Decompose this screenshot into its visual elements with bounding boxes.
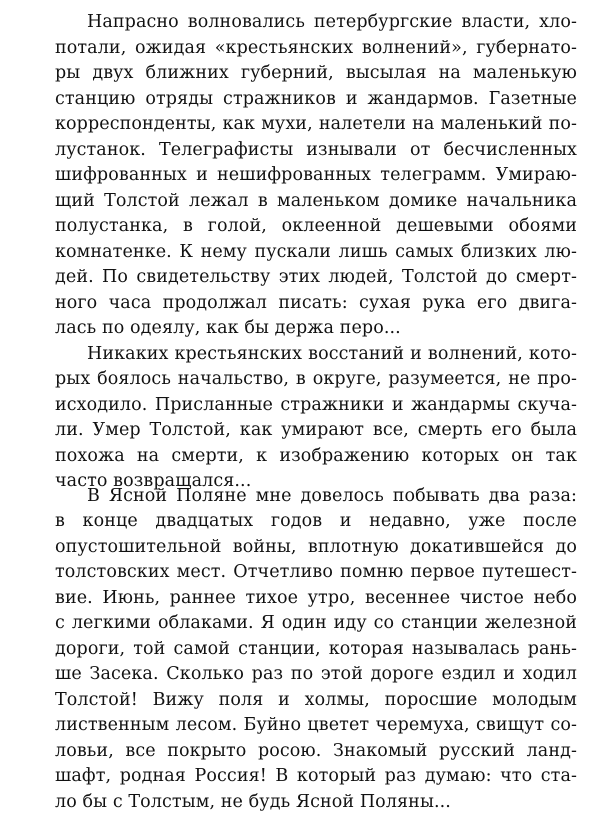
- text-line: щий Толстой лежал в маленьком домике начальника: [55, 191, 577, 211]
- text-line: Напрасно волновались петербургские власти, хло-: [87, 12, 577, 32]
- text-line: станцию отряды стражников и жандармов. Газетные: [55, 89, 577, 109]
- text-line: вие. Июнь, раннее тихое утро, весеннее чистое небо: [55, 588, 577, 608]
- text-line: комнатенке. К нему пускали лишь самых близких лю-: [55, 242, 577, 262]
- text-line: Никаких крестьянских восстаний и волнений, кото-: [87, 344, 577, 364]
- text-line: толстовских мест. Отчетливо помню первое путешест-: [55, 562, 577, 582]
- text-line: дороги, той самой станции, которая называлась рань-: [55, 639, 577, 659]
- text-line: ловьи, все покрыто росою. Знакомый русский ланд-: [55, 741, 577, 761]
- text-line: в конце двадцатых годов и недавно, уже после: [55, 511, 577, 531]
- text-line: с легкими облаками. Я один иду со станции железной: [55, 613, 577, 633]
- text-line: потали, ожидая «крестьянских волнений», губернато-: [55, 38, 577, 58]
- text-line: шифрованных и нешифрованных телеграмм. Умираю-: [55, 165, 577, 185]
- text-line: ло бы с Толстым, не будь Ясной Поляны...: [55, 792, 451, 812]
- text-line: исходило. Присланные стражники и жандармы скуча-: [55, 395, 577, 415]
- text-line: дей. По свидетельству этих людей, Толстой до смерт-: [55, 267, 577, 287]
- text-line: опустошительной войны, вплотную докатившейся до: [55, 537, 577, 557]
- text-line: лустанок. Телеграфисты изнывали от бесчисленных: [55, 140, 577, 160]
- text-line: ли. Умер Толстой, как умирают все, смерть его была: [55, 420, 577, 440]
- text-line: похожа на смерти, к изображению которых он так: [55, 446, 577, 466]
- text-line: ры двух ближних губерний, высылая на маленькую: [55, 63, 577, 83]
- text-line: Толстой! Вижу поля и холмы, поросшие молодым: [55, 690, 577, 710]
- text-line: лась по одеялу, как бы держа перо...: [55, 318, 401, 338]
- text-line: часто возвращался...: [55, 471, 252, 491]
- text-line: ного часа продолжал писать: сухая рука его двига-: [55, 293, 577, 313]
- text-line: В Ясной Поляне мне довелось побывать два раза:: [87, 486, 577, 506]
- text-line: шафт, родная Россия! В который раз думаю: что ста-: [55, 766, 577, 786]
- text-line: ше Засека. Сколько раз по этой дороге ездил и ходил: [55, 664, 577, 684]
- text-line: рых боялось начальство, в округе, разумеется, не про-: [55, 369, 577, 389]
- text-line: лиственным лесом. Буйно цветет черемуха, свищут со-: [55, 715, 577, 735]
- text-line: корреспонденты, как мухи, налетели на маленький по-: [55, 114, 577, 134]
- text-line: полустанка, в голой, оклеенной дешевыми обоями: [55, 216, 577, 236]
